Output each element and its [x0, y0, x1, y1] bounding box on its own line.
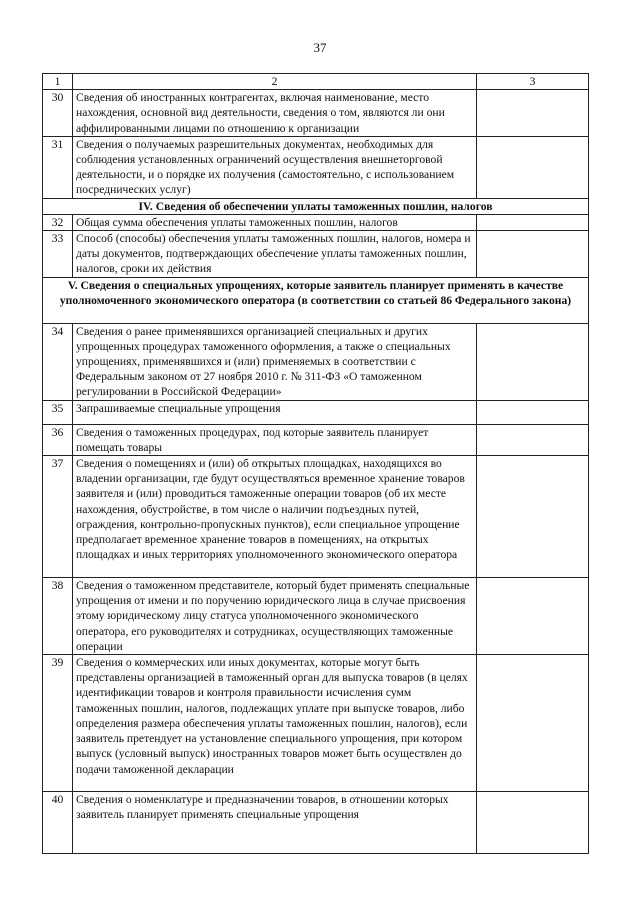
row-text: Запрашиваемые специальные упрощения	[73, 400, 477, 424]
table-row	[43, 456, 589, 578]
table-row	[43, 792, 589, 854]
row-text: Сведения о получаемых разрешительных документах, необходимых для соблюдения установленных ограничений осуществления внешнеторговой деятельности, и о порядке их получения (самостоятельно, с использованием посреднических услуг)	[73, 136, 477, 198]
row-text: Сведения о номенклатуре и предназначении товаров, в отношении которых заявитель планирует применять специальные упрощения	[73, 792, 477, 854]
row-number: 37	[43, 456, 73, 578]
row-number: 31	[43, 136, 73, 198]
row-value-cell[interactable]	[477, 578, 589, 655]
row-number: 38	[43, 578, 73, 655]
row-number: 34	[43, 323, 73, 400]
row-text: Сведения о коммерческих или иных документах, которые могут быть представлены организацией в таможенный орган для выпуска товаров (в целях идентификации товаров и контроля правильности исчисления сумм таможенных пошлин, налогов, подлежащих уплате при выпуске товаров, либо определения размера обеспечения уплаты таможенных пошлин, налогов), если заявитель претендует на установление специального упрощения, при котором выпуск (условный выпуск) иностранных товаров может быть осуществлен до подачи таможенной декларации	[73, 655, 477, 792]
row-value-cell[interactable]	[477, 90, 589, 137]
table-row	[43, 90, 589, 137]
row-value-cell[interactable]	[477, 136, 589, 198]
table-row	[43, 136, 589, 198]
column-header-1: 1	[43, 74, 73, 90]
row-text: Сведения о помещениях и (или) об открытых площадках, находящихся во владении организации, где будут осуществляться временное хранение товаров заявителя и (или) проводиться таможенные операции товаров (об их месте нахождения, обустройстве, в том числе о наличии подъездных путей, ограждения, контрольно-пропускных пунктов), если специальное упрощение предполагает временное хранение товаров в помещениях, на открытых площадках и иных территориях уполномоченного экономического оператора	[73, 456, 477, 578]
row-value-cell[interactable]	[477, 424, 589, 455]
row-number: 35	[43, 400, 73, 424]
page-number: 37	[313, 40, 327, 55]
row-text: Сведения о ранее применявшихся организацией специальных и других упрощенных процедурах таможенного оформления, а также о специальных упрощениях, применявшихся и (или) применяемых в соответствии с Федеральным законом от 27 ноября 2010 г. № 311-ФЗ «О таможенном регулировании в Российской Федерации»	[73, 323, 477, 400]
table-row	[43, 400, 589, 424]
table-row	[43, 424, 589, 455]
row-number: 39	[43, 655, 73, 792]
row-value-cell[interactable]	[477, 400, 589, 424]
row-number: 32	[43, 214, 73, 230]
column-header-2: 2	[73, 74, 477, 90]
row-text: Сведения о таможенном представителе, который будет применять специальные упрощения от имени и по поручению юридического лица в случае присвоения этому юридическому лицу статуса уполномоченного экономического оператора, его руководителях и сотрудниках, осуществляющих таможенные операции	[73, 578, 477, 655]
row-text: Сведения об иностранных контрагентах, включая наименование, место нахождения, основной вид деятельности, сведения о том, являются ли они аффилированными лицами по отношению к организации	[73, 90, 477, 137]
section-heading: IV. Сведения об обеспечении уплаты таможенных пошлин, налогов	[43, 198, 589, 214]
row-number: 36	[43, 424, 73, 455]
table-row	[43, 214, 589, 230]
table-header-row	[43, 74, 589, 90]
section-heading-row	[43, 198, 589, 214]
section-heading: V. Сведения о специальных упрощениях, которые заявитель планирует применять в качестве уполномоченного экономического оператора (в соответствии со статьей 86 Федерального закона)	[43, 277, 589, 323]
row-value-cell[interactable]	[477, 323, 589, 400]
row-text: Способ (способы) обеспечения уплаты таможенных пошлин, налогов, номера и даты документов, подтверждающих обеспечение уплаты таможенных пошлин, налогов, сроки их действия	[73, 231, 477, 278]
row-value-cell[interactable]	[477, 214, 589, 230]
column-header-3: 3	[477, 74, 589, 90]
row-value-cell[interactable]	[477, 655, 589, 792]
table-row	[43, 578, 589, 655]
row-value-cell[interactable]	[477, 231, 589, 278]
info-table	[42, 73, 589, 854]
table-row	[43, 655, 589, 792]
row-value-cell[interactable]	[477, 456, 589, 578]
row-number: 40	[43, 792, 73, 854]
row-text: Сведения о таможенных процедурах, под которые заявитель планирует помещать товары	[73, 424, 477, 455]
table-row	[43, 231, 589, 278]
table-row	[43, 323, 589, 400]
row-text: Общая сумма обеспечения уплаты таможенных пошлин, налогов	[73, 214, 477, 230]
section-heading-row	[43, 277, 589, 323]
row-number: 30	[43, 90, 73, 137]
row-number: 33	[43, 231, 73, 278]
row-value-cell[interactable]	[477, 792, 589, 854]
